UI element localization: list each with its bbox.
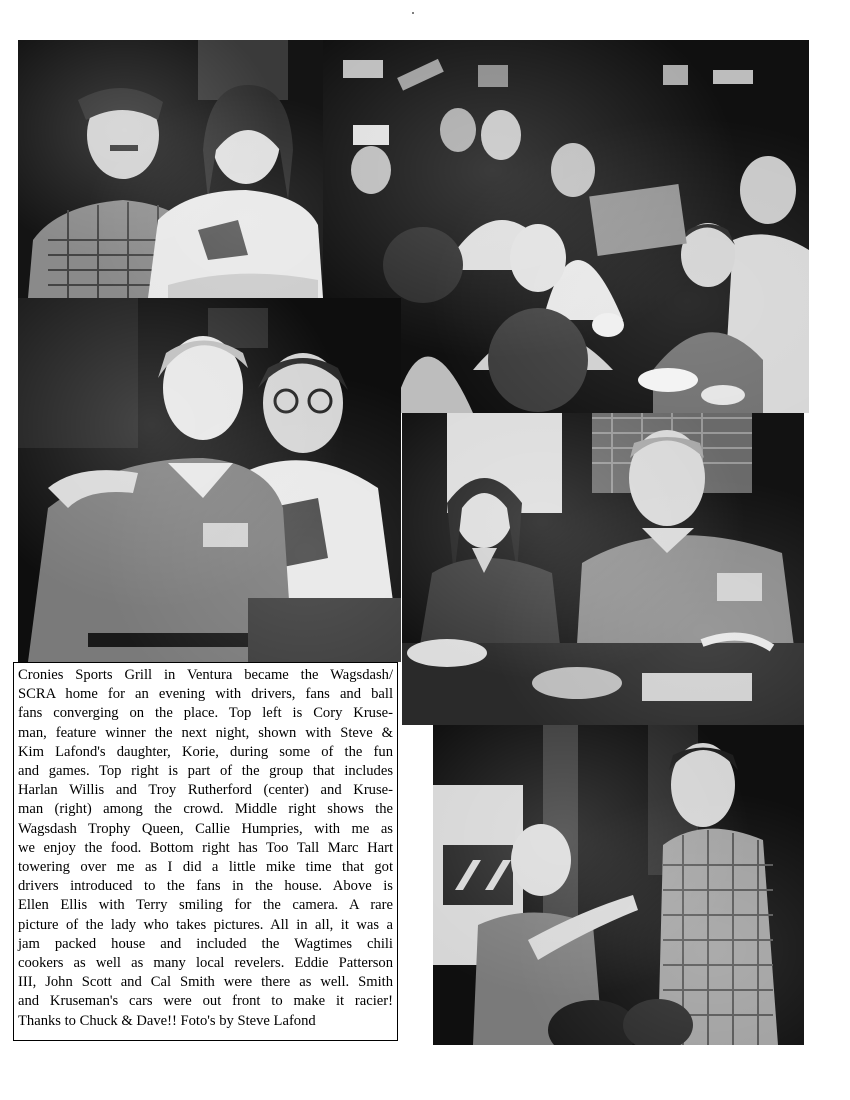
photo-top-left — [18, 40, 323, 298]
caption-line: and games. Top right is part of the group that includes — [18, 763, 393, 780]
caption-line: Harlan Willis and Troy Rutherford (center) and Kruse- — [18, 782, 393, 799]
caption-line: III, John Scott and Cal Smith were there as well. Smith — [18, 974, 393, 991]
caption-line: man, feature winner the next night, shown with Steve & — [18, 724, 393, 741]
photo-caption — [13, 662, 398, 1041]
caption-line: SCRA home for an evening with drivers, fans and ball — [18, 686, 393, 703]
photo-middle-left — [18, 298, 401, 662]
caption-line: fans converging on the place. Top left is Cory Kruse- — [18, 705, 393, 722]
caption-line: Cronies Sports Grill in Ventura became the Wagsdash/ — [18, 667, 393, 683]
caption-line: picture of the lady who takes pictures. All in all, it was a — [18, 916, 393, 933]
caption-line: Wagsdash Trophy Queen, Callie Humpries, with me as — [18, 820, 393, 837]
caption-line: jam packed house and included the Wagtimes chili — [18, 935, 393, 952]
caption-line: drivers introduced to the fans in the house. Above is — [18, 878, 393, 895]
photo-middle-right — [402, 413, 804, 725]
caption-line: man (right) among the crowd. Middle right shows the — [18, 801, 393, 818]
caption-line: Thanks to Chuck & Dave!! Foto's by Steve Lafond — [18, 1012, 316, 1029]
photo-bottom-right — [433, 725, 804, 1045]
caption-line: we enjoy the food. Bottom right has Too Tall Marc Hart — [18, 839, 393, 856]
caption-line: Kim Lafond's daughter, Korie, during some of the fun — [18, 743, 393, 760]
scan-speck — [412, 12, 414, 14]
caption-line: and Kruseman's cars were out front to make it racier! — [18, 993, 393, 1010]
caption-line: cookers as well as many local revelers. Eddie Patterson — [18, 955, 393, 972]
caption-line: Ellen Ellis with Terry smiling for the camera. A rare — [18, 897, 393, 914]
caption-line: towering over me as I did a little mike time that got — [18, 859, 393, 876]
